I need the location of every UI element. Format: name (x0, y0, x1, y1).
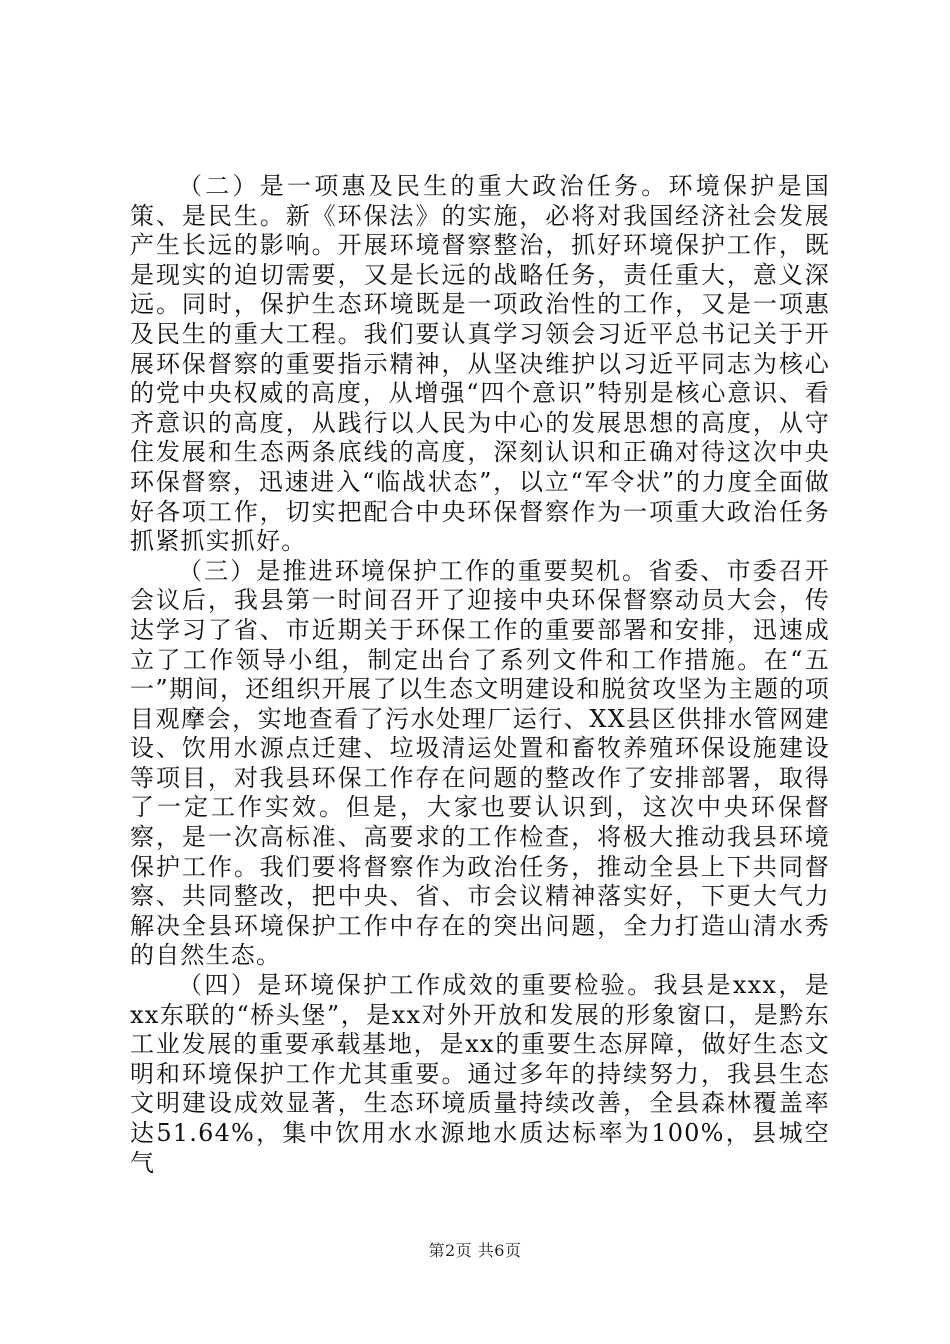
page-number-footer: 第2页 共6页 (428, 1241, 522, 1260)
paragraph-section-4: （四）是环境保护工作成效的重要检验。我县是xxx，是xx东联的“桥头堡”，是xx对外开放和发展的形象窗口，是黔东工业发展的重要承载基地，是xx的重要生态屏障，做好生态文明和环境保护工作尤其重要。通过多年的持续努力，我县生态文明建设成效显著，生态环境质量持续改善，全县森林覆盖率达51.64%，集中饮用水水源地水质达标率为100%，县城空气 (130, 971, 830, 1177)
document-body (130, 172, 830, 1178)
paragraph-section-2: （二）是一项惠及民生的重大政治任务。环境保护是国策、是民生。新《环保法》的实施，必将对我国经济社会发展产生长远的影响。开展环境督察整治，抓好环境保护工作，既是现实的迫切需要，又是长远的战略任务，责任重大，意义深远。同时，保护生态环境既是一项政治性的工作，又是一项惠及民生的重大工程。我们要认真学习领会习近平总书记关于开展环保督察的重要指示精神，从坚决维护以习近平同志为核心的党中央权威的高度，从增强“四个意识”特别是核心意识、看齐意识的高度，从践行以人民为中心的发展思想的高度，从守住发展和生态两条底线的高度，深刻认识和正确对待这次中央环保督察，迅速进入“临战状态”，以立“军令状”的力度全面做好各项工作，切实把配合中央环保督察作为一项重大政治任务抓紧抓实抓好。 (130, 172, 830, 556)
paragraph-section-3: （三）是推进环境保护工作的重要契机。省委、市委召开会议后，我县第一时间召开了迎接中央环保督察动员大会，传达学习了省、市近期关于环保工作的重要部署和安排，迅速成立了工作领导小组，制定出台了系列文件和工作措施。在“五一”期间，还组织开展了以生态文明建设和脱贫攻坚为主题的项目观摩会，实地查看了污水处理厂运行、XX县区供排水管网建设、饮用水源点迁建、垃圾清运处置和畜牧养殖环保设施建设等项目，对我县环保工作存在问题的整改作了安排部署，取得了一定工作实效。但是，大家也要认识到，这次中央环保督察，是一次高标准、高要求的工作检查，将极大推动我县环境保护工作。我们要将督察作为政治任务，推动全县上下共同督察、共同整改，把中央、省、市会议精神落实好，下更大气力解决全县环境保护工作中存在的突出问题，全力打造山清水秀的自然生态。 (130, 556, 830, 970)
